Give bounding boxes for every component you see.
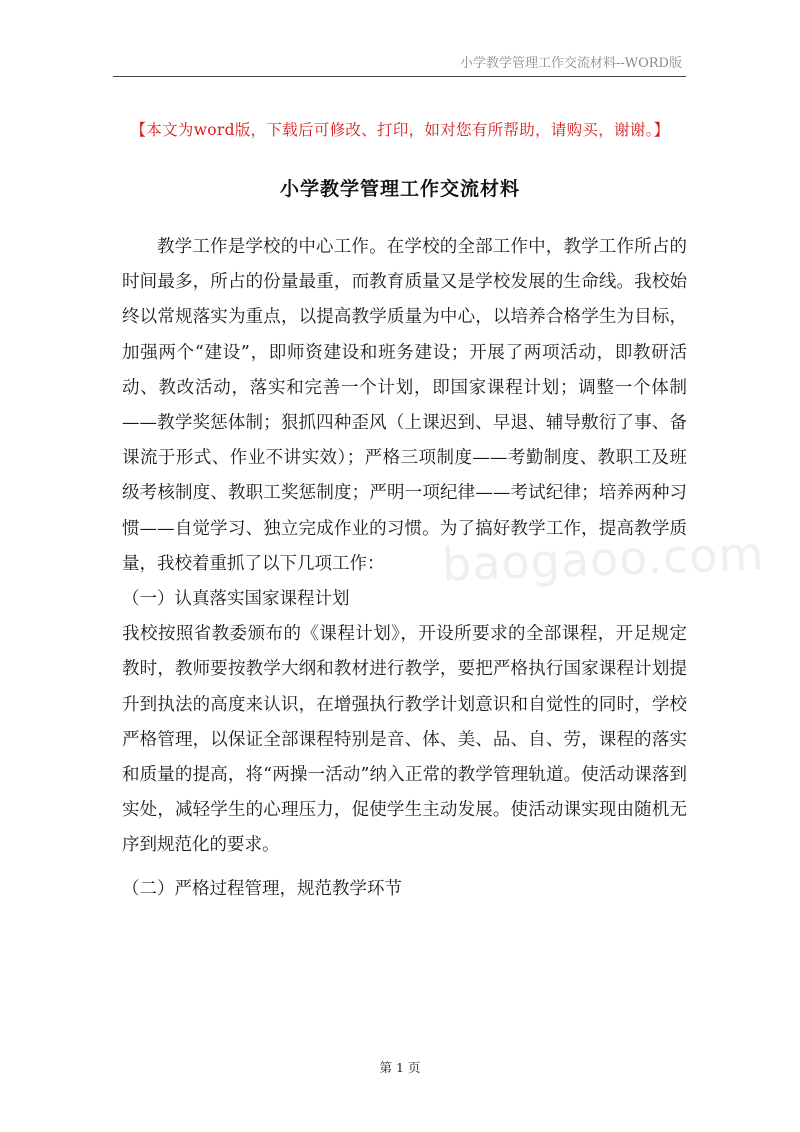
page-number: 第 1 页: [379, 1060, 421, 1075]
header-divider: [113, 76, 686, 77]
intro-paragraph: 教学工作是学校的中心工作。在学校的全部工作中，教学工作所占的时间最多，所占的份量最重，而教育质量又是学校发展的生命线。我校始终以常规落实为重点，以提高教学质量为中心，以培养合格学生为目标，加强两个“建设”，即师资建设和班务建设；开展了两项活动，即教研活动、教改活动，落实和完善一个计划，即国家课程计划；调整一个体制——教学奖惩体制；狠抓四种歪风（上课迟到、早退、辅导敷衍了事、备课流于形式、作业不讲实效）；严格三项制度——考勤制度、教职工及班级考核制度、教职工奖惩制度；严明一项纪律——考试纪律；培养两种习惯——自觉学习、独立完成作业的习惯。为了搞好教学工作，提高教学质量，我校着重抓了以下几项工作：: [122, 237, 687, 574]
purchase-notice: 【本文为word版，下载后可修改、打印，如对您有所帮助，请购买，谢谢。】: [130, 121, 670, 139]
section-2-heading: （二）严格过程管理，规范教学环节: [122, 878, 402, 899]
document-body: [122, 230, 687, 907]
running-header: 小学教学管理工作交流材料--WORD版: [459, 56, 682, 71]
document-title: 小学教学管理工作交流材料: [279, 178, 520, 200]
section-1-heading: （一）认真落实国家课程计划: [122, 589, 350, 610]
watermark-logo: baogaoo.com: [441, 526, 766, 592]
section-1-paragraph: 我校按照省教委颁布的《课程计划》，开设所要求的全部课程，开足规定教时，教师要按教学大纲和教材进行教学，要把严格执行国家课程计划提升到执法的高度来认识，在增强执行教学计划意识和自觉性的同时，学校严格管理，以保证全部课程特别是音、体、美、品、自、劳，课程的落实和质量的提高，将“两操一活动”纳入正常的教学管理轨道。使活动课落到实处，减轻学生的心理压力，促使学生主动发展。使活动课实现由随机无序到规范化的要求。: [122, 624, 687, 856]
